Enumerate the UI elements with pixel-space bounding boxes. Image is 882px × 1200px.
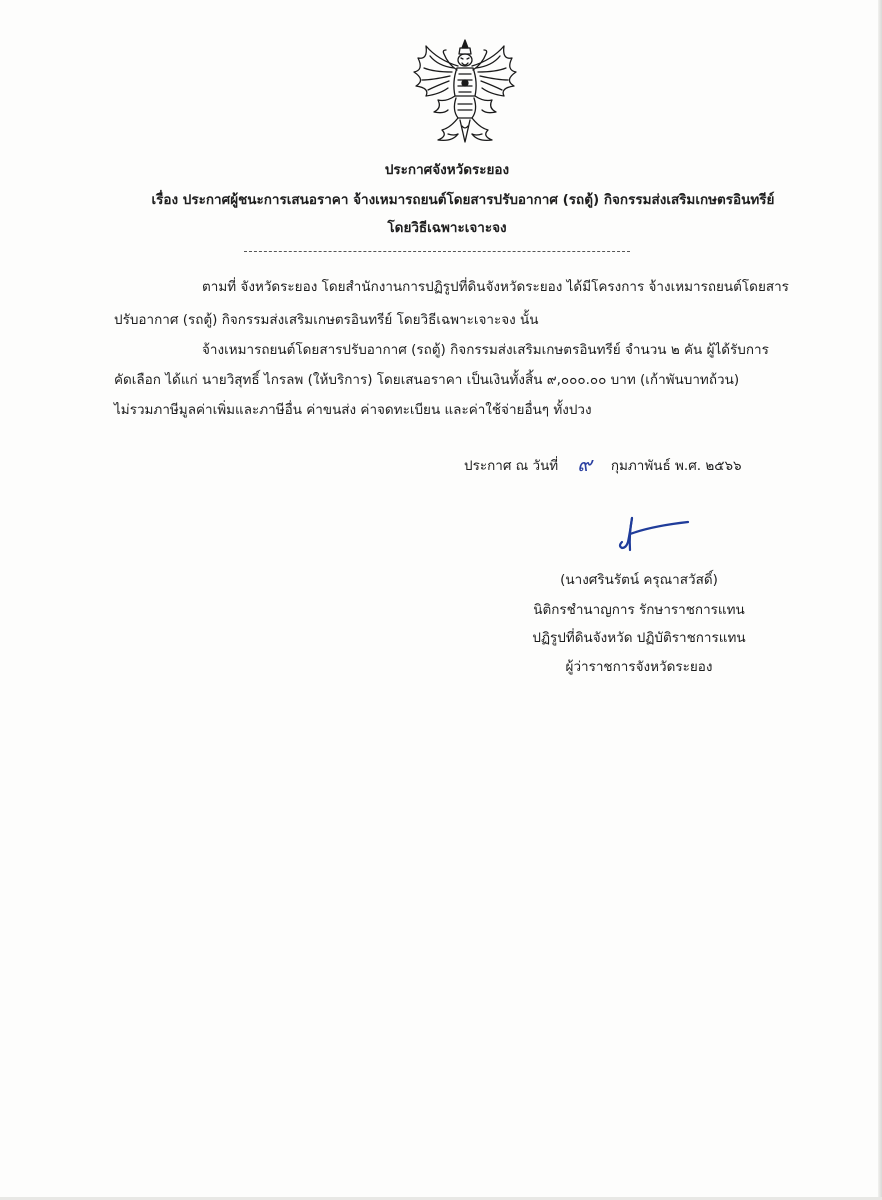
procurement-method: โดยวิธีเฉพาะเจาะจง	[387, 220, 507, 236]
separator-line	[244, 251, 630, 252]
paragraph-2-line-2: คัดเลือก ได้แก่ นายวิสุทธิ์ ไกรลพ (ให้บริการ) โดยเสนอราคา เป็นเงินทั้งสิ้น ๙,๐๐๐.๐๐ บาท (เก้าพันบาทถ้วน)	[114, 372, 740, 388]
date-prefix: ประกาศ ณ วันที่	[464, 458, 559, 474]
paragraph-1-line-2: ปรับอากาศ (รถตู้) กิจกรรมส่งเสริมเกษตรอินทรีย์ โดยวิธีเฉพาะเจาะจง นั้น	[114, 312, 539, 328]
handwritten-signature-icon	[612, 512, 694, 558]
garuda-emblem-icon	[408, 38, 522, 146]
document-subject: เรื่อง ประกาศผู้ชนะการเสนอราคา จ้างเหมารถยนต์โดยสารปรับอากาศ (รถตู้) กิจกรรมส่งเสริมเกษตรอินทรีย์	[151, 192, 775, 208]
paragraph-2-line-3: ไม่รวมภาษีมูลค่าเพิ่มและภาษีอื่น ค่าขนส่ง ค่าจดทะเบียน และค่าใช้จ่ายอื่นๆ ทั้งปวง	[114, 402, 592, 418]
scan-edge-right	[878, 0, 882, 1200]
paragraph-2-line-1: จ้างเหมารถยนต์โดยสารปรับอากาศ (รถตู้) กิจกรรมส่งเสริมเกษตรอินทรีย์ จำนวน ๒ คัน ผู้ได้รับการ	[202, 342, 769, 358]
date-day-handwritten: ๙	[577, 452, 592, 476]
announcement-date	[464, 450, 742, 479]
signatory-position-2: ปฏิรูปที่ดินจังหวัด ปฏิบัติราชการแทน	[532, 630, 746, 646]
signatory-name: (นางศรินรัตน์ ครุณาสวัสดิ์)	[560, 572, 718, 588]
signatory-position-3: ผู้ว่าราชการจังหวัดระยอง	[565, 659, 713, 675]
date-month-year: กุมภาพันธ์ พ.ศ. ๒๕๖๖	[610, 458, 742, 474]
signatory-position-1: นิติกรชำนาญการ รักษาราชการแทน	[533, 602, 745, 618]
paragraph-1-line-1: ตามที่ จังหวัดระยอง โดยสำนักงานการปฏิรูปที่ดินจังหวัดระยอง ได้มีโครงการ จ้างเหมารถยนต์โดยสาร	[202, 279, 789, 295]
document-title: ประกาศจังหวัดระยอง	[384, 162, 510, 178]
